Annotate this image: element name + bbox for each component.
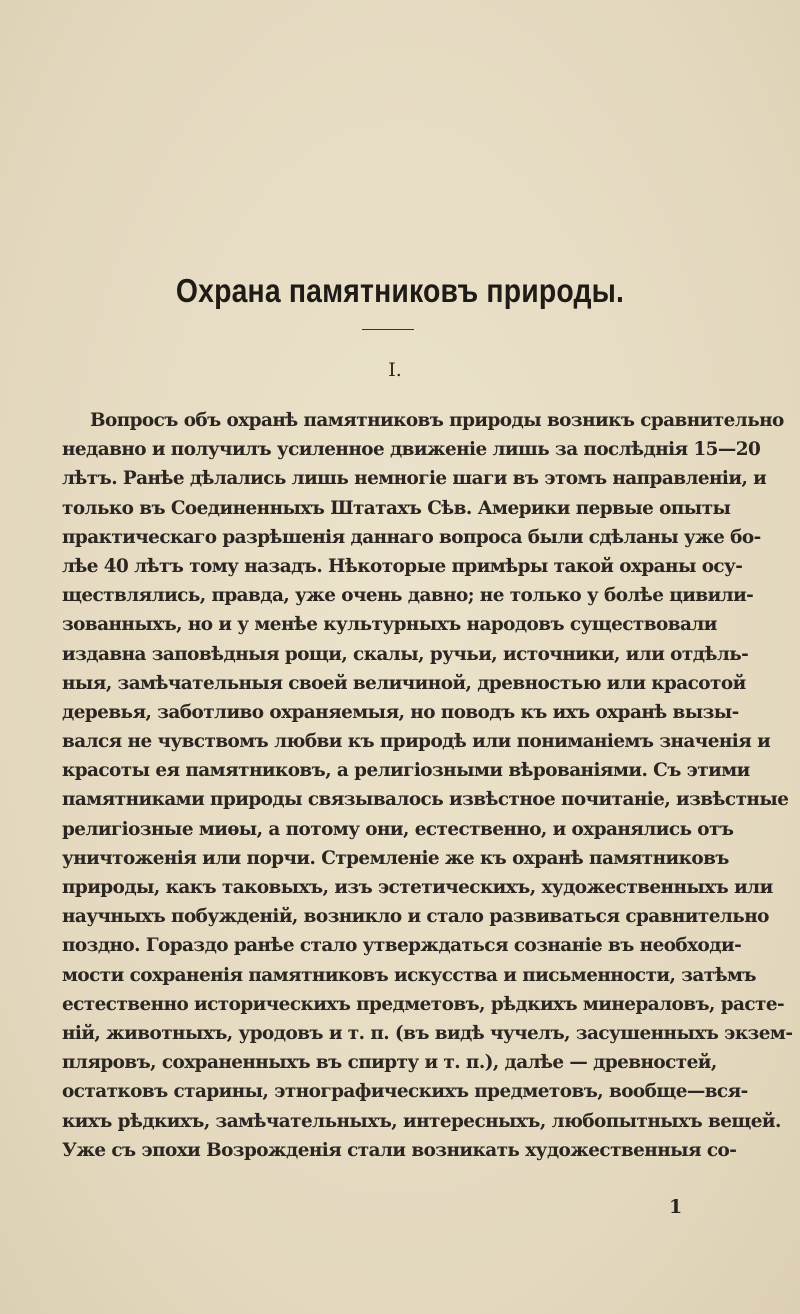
body-paragraph	[62, 406, 793, 1165]
text-line: ній, животныхъ, уродовъ и т. п. (въ видѣ чучелъ, засушенныхъ экзем-	[62, 1022, 793, 1044]
text-line: памятниками природы связывалось извѣстное почитаніе, извѣстные	[62, 789, 789, 811]
text-line: издавна заповѣдныя рощи, скалы, ручьи, источники, или отдѣль-	[62, 643, 749, 665]
text-line: поздно. Гораздо ранѣе стало утверждаться сознаніе въ необходи-	[62, 935, 742, 957]
text-line: лѣтъ. Ранѣе дѣлались лишь немногіе шаги въ этомъ направленіи, и	[62, 468, 767, 490]
text-line: пляровъ, сохраненныхъ въ спирту и т. п.), далѣе — древностей,	[62, 1052, 717, 1074]
text-line: лѣе 40 лѣтъ тому назадъ. Нѣкоторые примѣры такой охраны осу-	[62, 555, 743, 577]
page-number: 1	[669, 1196, 683, 1218]
text-line: красоты ея памятниковъ, а религіозными вѣрованіями. Съ этими	[62, 760, 750, 782]
text-line: Вопросъ объ охранѣ памятниковъ природы возникъ сравнительно	[90, 410, 784, 431]
page-title: Охрана памятниковъ природы.	[175, 272, 625, 309]
text-line: ныя, замѣчательныя своей величиной, древностью или красотой	[62, 672, 746, 694]
text-line: ществлялись, правда, уже очень давно; не только у болѣе цивили-	[62, 585, 754, 607]
text-line: деревья, заботливо охраняемыя, но поводъ къ ихъ охранѣ вызы-	[62, 701, 739, 723]
text-line: недавно и получилъ усиленное движеніе лишь за послѣднія 15—20	[62, 439, 761, 461]
text-line: естественно историческихъ предметовъ, рѣдкихъ минераловъ, расте-	[62, 993, 785, 1015]
text-line: природы, какъ таковыхъ, изъ эстетическихъ, художественныхъ или	[62, 877, 773, 898]
text-line: мости сохраненія памятниковъ искусства и письменности, затѣмъ	[62, 964, 756, 986]
text-line: остатковъ старины, этнографическихъ предметовъ, вообще—вся-	[62, 1081, 748, 1103]
text-line: вался не чувствомъ любви къ природѣ или пониманіемъ значенія и	[62, 731, 771, 753]
text-line: зованныхъ, но и у менѣе культурныхъ народовъ существовали	[62, 614, 717, 636]
text-line: уничтоженія или порчи. Стремленіе же къ охранѣ памятниковъ	[62, 847, 729, 869]
title-divider	[362, 329, 414, 330]
text-line: научныхъ побужденій, возникло и стало развиваться сравнительно	[62, 906, 769, 928]
text-line: кихъ рѣдкихъ, замѣчательныхъ, интересныхъ, любопытныхъ вещей.	[62, 1110, 781, 1132]
section-number: I.	[388, 359, 402, 381]
text-line: религіозные миѳы, а потому они, естественно, и охранялись отъ	[62, 818, 734, 840]
text-line: практическаго разрѣшенія даннаго вопроса были сдѣланы уже бо-	[62, 526, 761, 548]
text-line: только въ Соединенныхъ Штатахъ Сѣв. Америки первые опыты	[62, 497, 731, 519]
text-line: Уже съ эпохи Возрожденія стали возникать художественныя со-	[62, 1139, 737, 1161]
